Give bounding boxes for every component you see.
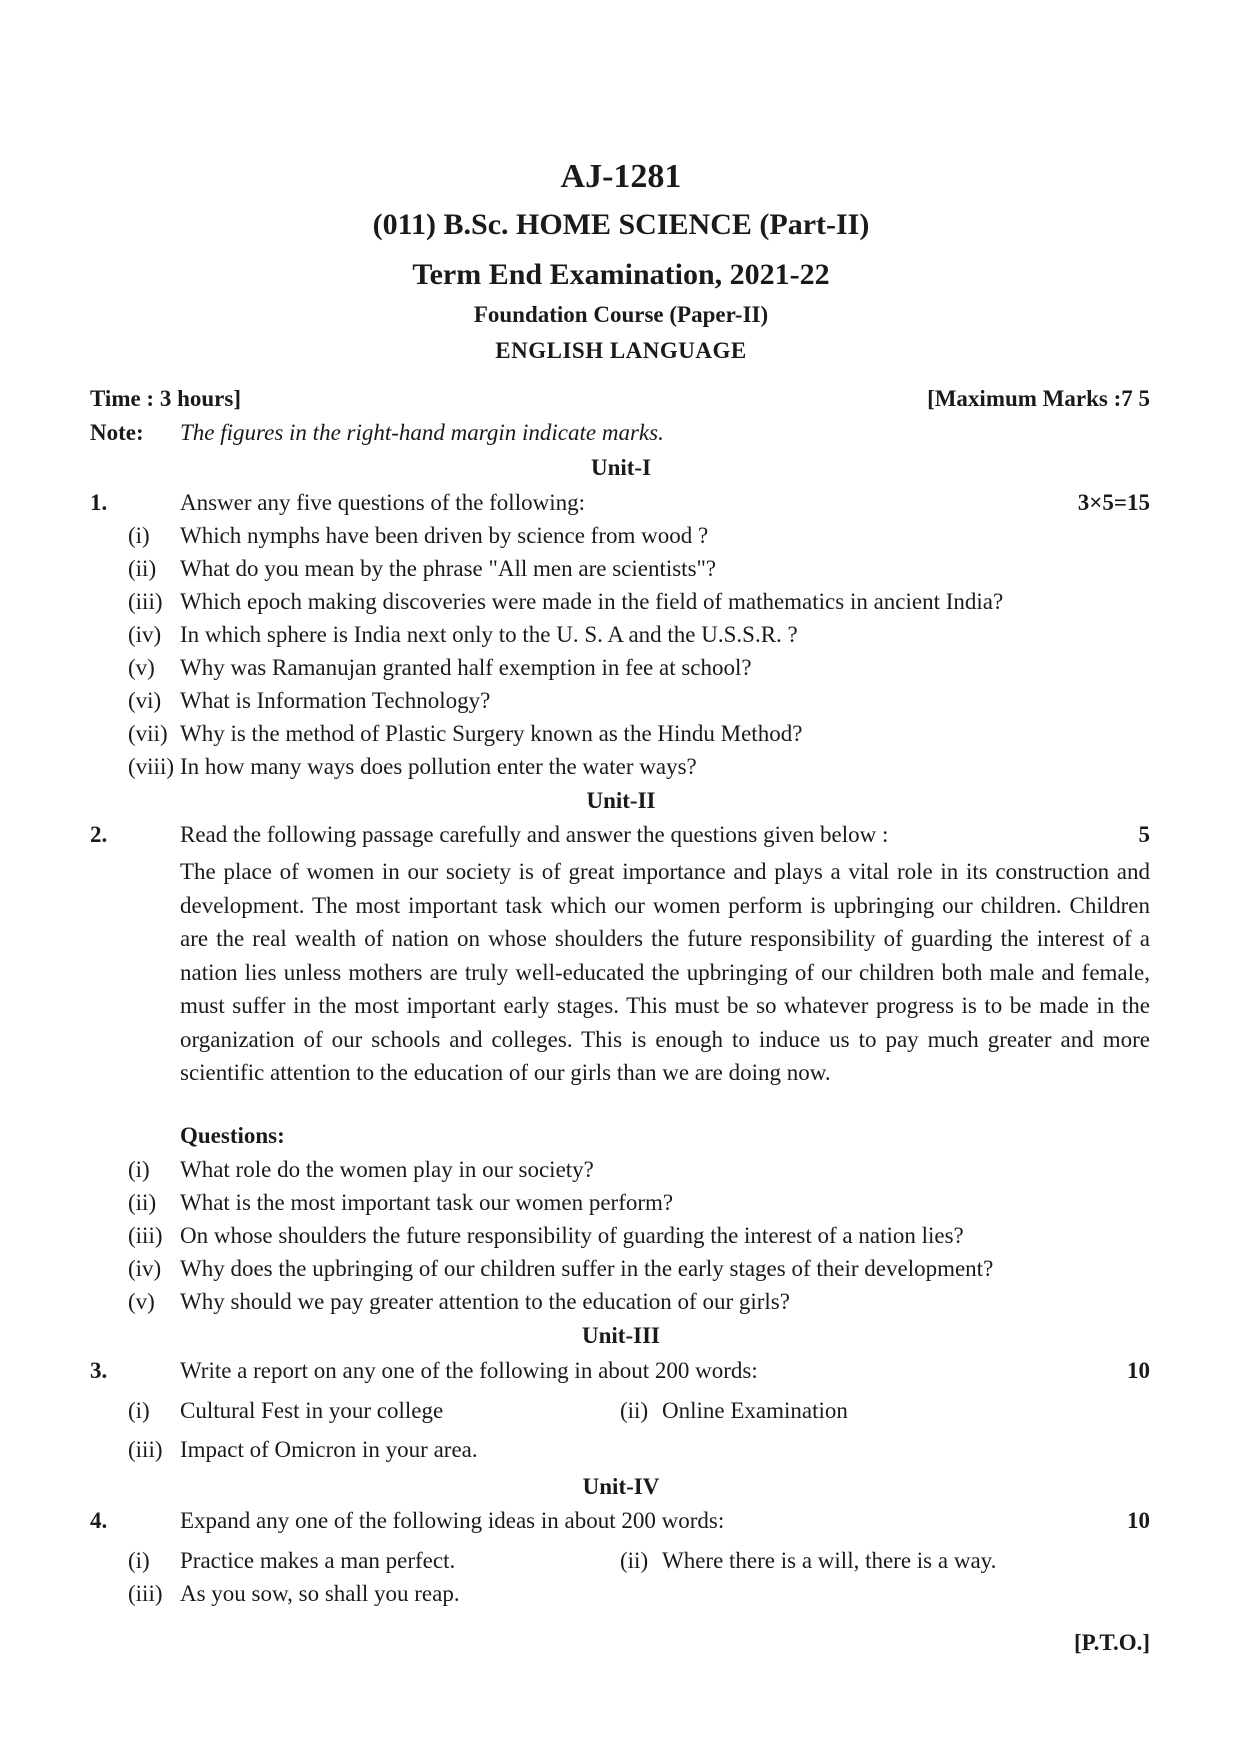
question-1-marks: 3×5=15 [1077, 490, 1150, 515]
exam-title: Term End Examination, 2021-22 [412, 258, 830, 291]
question-2-number: 2. [90, 822, 108, 847]
question-4-item-text: Where there is a will, there is a way. [662, 1548, 997, 1573]
question-2-item-text: What is the most important task our women perform? [180, 1190, 674, 1215]
question-2-item-text: Why does the upbringing of our children suffer in the early stages of their development? [180, 1256, 994, 1281]
question-1-item-text: Which nymphs have been driven by science from wood ? [180, 523, 709, 548]
question-3-instruction: Write a report on any one of the following in about 200 words: [180, 1358, 758, 1383]
question-1-item-label: (i) [128, 523, 150, 548]
question-1-item-label: (iii) [128, 589, 163, 614]
question-1-item-label: (viii) [128, 754, 174, 779]
question-1-item-text: What is Information Technology? [180, 688, 491, 713]
question-4-item-label: (ii) [620, 1548, 649, 1573]
questions-label: Questions: [180, 1123, 285, 1148]
question-3-item-label: (ii) [620, 1398, 649, 1423]
question-1-item-text: Which epoch making discoveries were made in the field of mathematics in ancient India? [180, 589, 1004, 614]
unit-1-title: Unit-I [590, 455, 652, 480]
time-allowed: Time : 3 hours] [90, 386, 241, 411]
question-4-instruction: Expand any one of the following ideas in about 200 words: [180, 1508, 725, 1533]
question-4-number: 4. [90, 1508, 108, 1533]
question-4-marks: 10 [1127, 1508, 1150, 1533]
question-4-item-text: Practice makes a man perfect. [180, 1548, 456, 1573]
question-2-item-label: (i) [128, 1157, 150, 1182]
question-2-instruction: Read the following passage carefully and answer the questions given below : [180, 822, 889, 847]
paper-title: Foundation Course (Paper-II) [473, 302, 769, 327]
comprehension-passage: The place of women in our society is of great importance and plays a vital role in its construction and development. The most important task which our women perform is upbringing our children. Children are the real wealth of nation on whose shoulders the future responsibility of guarding the interest of a nation lies unless mothers are truly well-educated the upbringing of our children both male and female, must suffer in the most important early stages. This must be so whatever progress is to be made in the organization of our schools and colleges. This is enough to induce us to pay much greater and more scientific attention to the education of our girls than we are doing now. [180, 859, 1150, 1085]
question-4-item-label: (iii) [128, 1581, 163, 1606]
question-2-item-text: On whose shoulders the future responsibility of guarding the interest of a nation lies? [180, 1223, 964, 1248]
note-label: Note: [90, 420, 144, 445]
question-3-item-text: Online Examination [662, 1398, 848, 1423]
unit-3-title: Unit-III [582, 1323, 660, 1348]
question-1-item-text: Why was Ramanujan granted half exemption in fee at school? [180, 655, 752, 680]
question-4-item-label: (i) [128, 1548, 150, 1573]
question-1-item-label: (vi) [128, 688, 162, 713]
question-2-item-label: (ii) [128, 1190, 157, 1215]
question-1-item-text: Why is the method of Plastic Surgery known as the Hindu Method? [180, 721, 803, 746]
please-turn-over: [P.T.O.] [1073, 1630, 1150, 1655]
question-2-item-label: (iv) [128, 1256, 162, 1281]
maximum-marks: [Maximum Marks :7 5 [927, 386, 1150, 411]
question-2-item-text: What role do the women play in our society? [180, 1157, 594, 1182]
question-3-item-label: (iii) [128, 1437, 163, 1462]
question-2-item-text: Why should we pay greater attention to the education of our girls? [180, 1289, 790, 1314]
unit-4-title: Unit-IV [582, 1474, 660, 1499]
question-1-item-text: What do you mean by the phrase "All men are scientists"? [180, 556, 717, 581]
question-1-number: 1. [90, 490, 108, 515]
question-2-marks: 5 [1138, 822, 1150, 847]
question-3-item-label: (i) [128, 1398, 150, 1423]
question-1-item-label: (vii) [128, 721, 168, 746]
question-1-item-text: In which sphere is India next only to the U. S. A and the U.S.S.R. ? [180, 622, 798, 647]
question-2-item-label: (iii) [128, 1223, 163, 1248]
question-1-item-text: In how many ways does pollution enter the water ways? [180, 754, 697, 779]
question-4-item-text: As you sow, so shall you reap. [180, 1581, 460, 1606]
question-1-item-label: (ii) [128, 556, 157, 581]
question-3-item-text: Cultural Fest in your college [180, 1398, 444, 1423]
question-1-item-label: (iv) [128, 622, 162, 647]
question-2-item-label: (v) [128, 1289, 155, 1314]
course-title: (011) B.Sc. HOME SCIENCE (Part-II) [372, 208, 870, 241]
question-3-marks: 10 [1127, 1358, 1150, 1383]
subject-title: ENGLISH LANGUAGE [495, 338, 747, 363]
unit-2-title: Unit-II [586, 788, 656, 813]
question-3-number: 3. [90, 1358, 108, 1383]
question-1-item-label: (v) [128, 655, 155, 680]
question-3-item-text: Impact of Omicron in your area. [180, 1437, 478, 1462]
note-text: The figures in the right-hand margin indicate marks. [180, 420, 664, 445]
question-1-instruction: Answer any five questions of the following: [180, 490, 585, 515]
paper-code: AJ-1281 [560, 158, 682, 195]
